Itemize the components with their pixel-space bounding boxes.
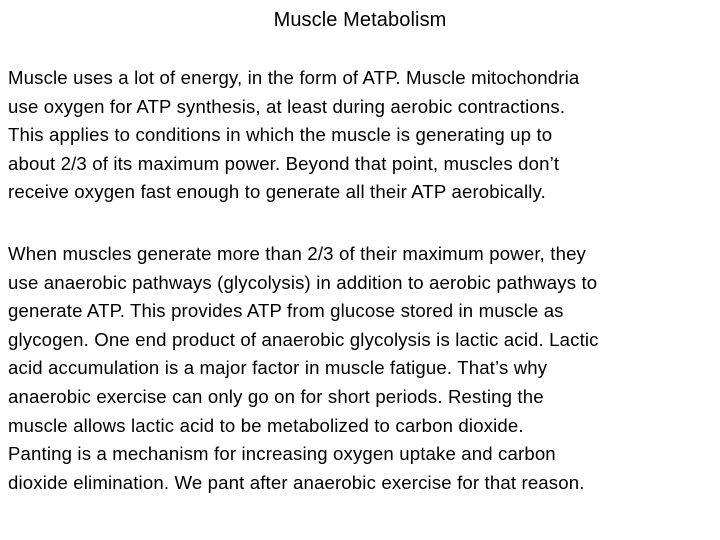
text-line: generate ATP. This provides ATP from glucose stored in muscle as bbox=[8, 300, 564, 322]
text-line: acid accumulation is a major factor in muscle fatigue. That’s why bbox=[8, 357, 548, 379]
text-line: anaerobic exercise can only go on for short periods. Resting the bbox=[8, 385, 544, 407]
text-line: dioxide elimination. We pant after anaerobic exercise for that reason. bbox=[8, 471, 585, 493]
text-line: muscle allows lactic acid to be metabolized to carbon dioxide. bbox=[8, 414, 524, 436]
paragraph-anaerobic bbox=[8, 240, 714, 497]
text-line: about 2/3 of its maximum power. Beyond that point, muscles don’t bbox=[8, 152, 560, 174]
text-line: receive oxygen fast enough to generate all their ATP aerobically. bbox=[8, 181, 546, 203]
text-line: Panting is a mechanism for increasing oxygen uptake and carbon bbox=[8, 443, 556, 465]
page-title: Muscle Metabolism bbox=[273, 9, 447, 31]
text-line: glycogen. One end product of anaerobic glycolysis is lactic acid. Lactic bbox=[8, 328, 599, 350]
text-line: This applies to conditions in which the muscle is generating up to bbox=[8, 124, 553, 146]
text-line: use anaerobic pathways (glycolysis) in addition to aerobic pathways to bbox=[8, 271, 598, 293]
text-line: Muscle uses a lot of energy, in the form of ATP. Muscle mitochondria bbox=[8, 67, 580, 88]
text-line: use oxygen for ATP synthesis, at least during aerobic contractions. bbox=[8, 95, 566, 117]
text-line: When muscles generate more than 2/3 of their maximum power, they bbox=[8, 243, 587, 264]
paragraph-energy-atp bbox=[8, 64, 714, 207]
